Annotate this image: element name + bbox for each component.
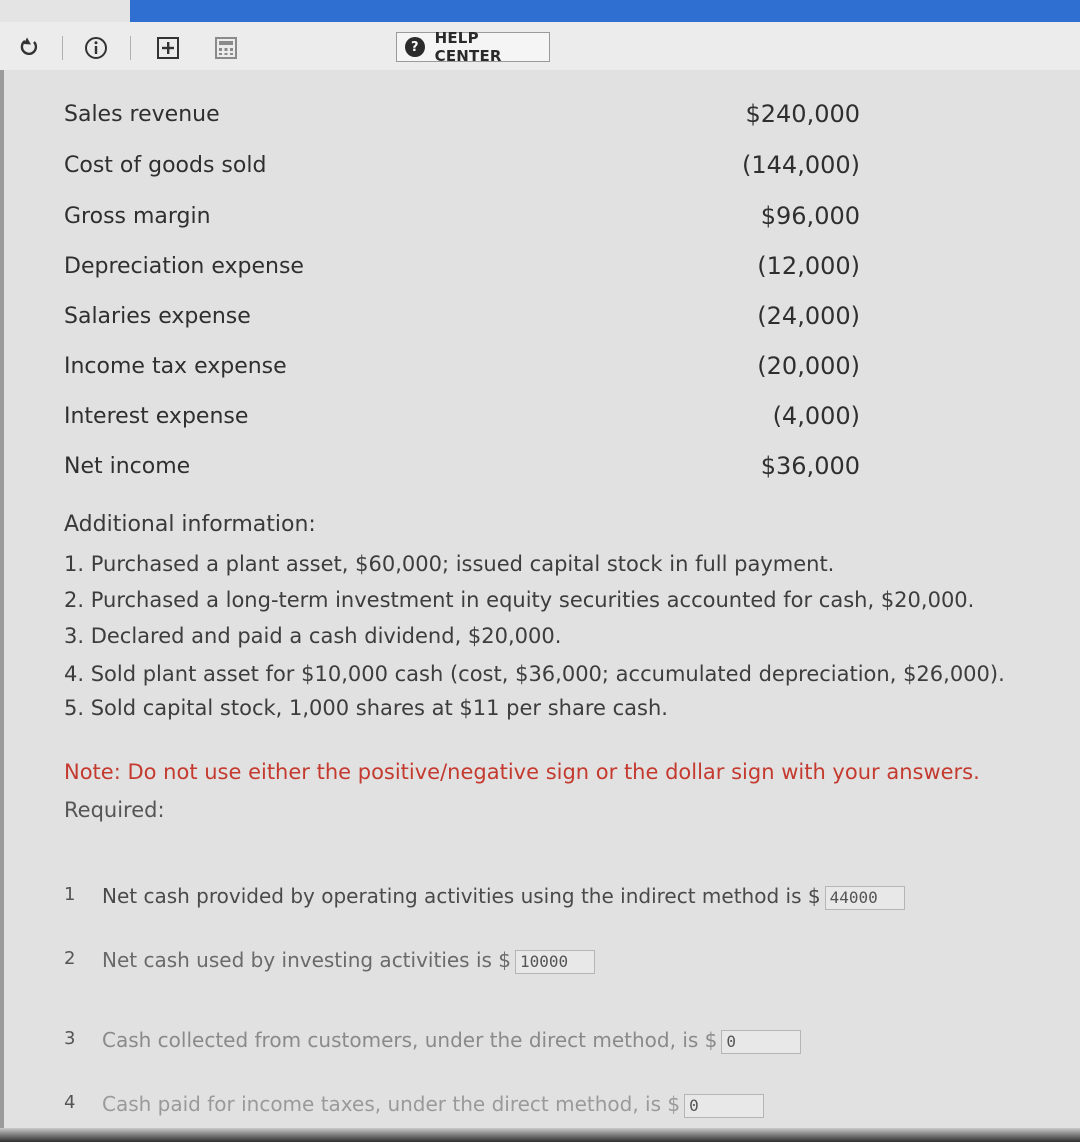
calculator-icon[interactable] bbox=[214, 36, 238, 64]
note-text: Note: Do not use either the positive/negative sign or the dollar sign with your answers. bbox=[64, 760, 980, 784]
question-text bbox=[102, 884, 905, 910]
statement-label: Net income bbox=[64, 454, 191, 479]
additional-info-item: 4. Sold plant asset for $10,000 cash (cost, $36,000; accumulated depreciation, $26,000). bbox=[64, 662, 1005, 686]
question-prompt: Cash paid for income taxes, under the direct method, is $ bbox=[102, 1092, 681, 1116]
statement-value: $36,000 bbox=[760, 452, 860, 480]
statement-row bbox=[0, 147, 1080, 187]
statement-label: Sales revenue bbox=[64, 102, 220, 127]
refresh-icon[interactable] bbox=[18, 36, 40, 62]
statement-value: (24,000) bbox=[757, 302, 860, 330]
window-top-edge bbox=[0, 0, 130, 24]
question-text bbox=[102, 948, 595, 974]
additional-info-item: 5. Sold capital stock, 1,000 shares at $11 per share cash. bbox=[64, 696, 668, 720]
statement-value: (12,000) bbox=[757, 252, 860, 280]
help-center-label: HELP CENTER bbox=[434, 29, 502, 65]
statement-row bbox=[0, 398, 1080, 438]
answer-input[interactable]: 44000 bbox=[825, 886, 905, 910]
question-number: 2 bbox=[64, 948, 76, 969]
statement-value: (20,000) bbox=[757, 352, 860, 380]
question-text bbox=[102, 1028, 801, 1054]
question-prompt: Net cash provided by operating activities using the indirect method is $ bbox=[102, 884, 821, 908]
additional-info-item: 3. Declared and paid a cash dividend, $20,000. bbox=[64, 624, 562, 648]
question-number: 3 bbox=[64, 1028, 76, 1049]
question-text bbox=[102, 1092, 764, 1118]
question-number: 4 bbox=[64, 1092, 76, 1113]
statement-row bbox=[0, 96, 1080, 136]
additional-info-title: Additional information: bbox=[64, 512, 316, 537]
statement-row bbox=[0, 448, 1080, 488]
additional-info-item: 2. Purchased a long-term investment in equity securities accounted for cash, $20,000. bbox=[64, 588, 975, 612]
question-prompt: Cash collected from customers, under the direct method, is $ bbox=[102, 1028, 718, 1052]
question-number: 1 bbox=[64, 884, 76, 905]
statement-label: Depreciation expense bbox=[64, 254, 304, 279]
top-banner bbox=[130, 0, 1080, 22]
statement-row bbox=[0, 198, 1080, 238]
statement-label: Gross margin bbox=[64, 204, 211, 229]
add-note-icon[interactable] bbox=[156, 36, 180, 64]
toolbar-separator bbox=[130, 36, 131, 60]
answer-input[interactable]: 0 bbox=[684, 1094, 764, 1118]
toolbar-separator bbox=[62, 36, 63, 60]
statement-label: Interest expense bbox=[64, 404, 249, 429]
required-label: Required: bbox=[64, 798, 165, 822]
info-icon[interactable] bbox=[84, 36, 108, 64]
statement-label: Income tax expense bbox=[64, 354, 287, 379]
statement-value: (144,000) bbox=[742, 151, 860, 179]
statement-row bbox=[0, 348, 1080, 388]
statement-value: $96,000 bbox=[760, 202, 860, 230]
help-icon: ? bbox=[405, 37, 425, 57]
question-prompt: Net cash used by investing activities is $ bbox=[102, 948, 512, 972]
statement-row bbox=[0, 298, 1080, 338]
answer-input[interactable]: 0 bbox=[721, 1030, 801, 1054]
statement-value: (4,000) bbox=[772, 402, 860, 430]
help-center-button[interactable] bbox=[396, 29, 550, 65]
bottom-edge bbox=[0, 1128, 1080, 1142]
toolbar bbox=[0, 22, 1080, 71]
statement-row bbox=[0, 248, 1080, 288]
answer-input[interactable]: 10000 bbox=[515, 950, 595, 974]
statement-label: Salaries expense bbox=[64, 304, 251, 329]
statement-value: $240,000 bbox=[745, 100, 860, 128]
statement-label: Cost of goods sold bbox=[64, 153, 267, 178]
additional-info-item: 1. Purchased a plant asset, $60,000; issued capital stock in full payment. bbox=[64, 552, 835, 576]
